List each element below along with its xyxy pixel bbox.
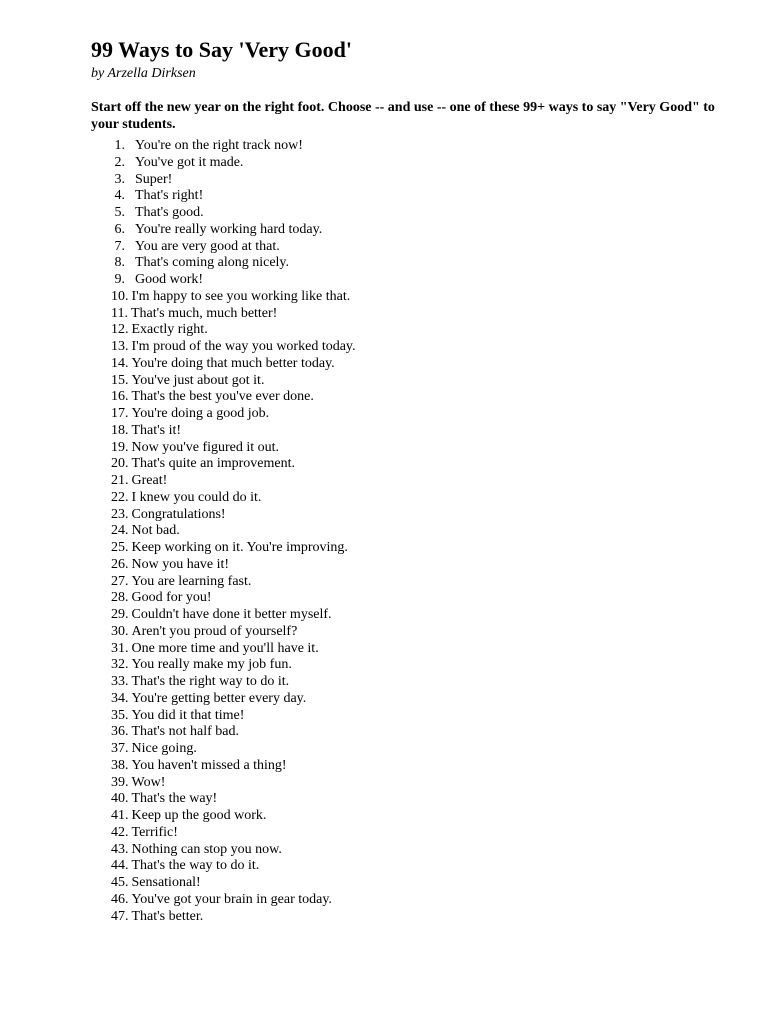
list-item (91, 607, 731, 624)
list-item-number: 23. (111, 506, 129, 522)
list-item-number: 7. (114, 238, 125, 254)
list-item-text: That's right! (135, 188, 204, 204)
list-item-number: 32. (111, 657, 129, 673)
list-item (91, 875, 731, 892)
list-item (91, 373, 731, 390)
list-item-text: Keep up the good work. (131, 808, 267, 823)
list-item-number: 45. (111, 875, 129, 890)
list-item (91, 507, 731, 524)
list-item-number: 31. (111, 640, 129, 656)
list-item-number: 4. (114, 188, 125, 204)
list-item (91, 222, 731, 239)
list-item (91, 624, 731, 641)
list-item-text: You're doing that much better today. (131, 355, 335, 371)
list-item (91, 473, 731, 490)
document-intro: Start off the new year on the right foot. Choose -- and use -- one of these 99+ ways to say "Very Good" to your students. (91, 100, 715, 132)
list-item-text: You've got it made. (135, 154, 244, 170)
list-item-number: 27. (111, 573, 129, 589)
list-item (91, 440, 731, 457)
list-item-number: 38. (111, 757, 129, 773)
list-item-number: 37. (111, 741, 129, 756)
list-item-number: 16. (111, 389, 129, 405)
list-item (91, 339, 731, 356)
document-byline: by Arzella Dirksen (91, 66, 196, 81)
list-item-text: Now you've figured it out. (131, 439, 280, 455)
list-item (91, 724, 731, 741)
list-item-text: You did it that time! (131, 707, 245, 723)
list-item-text: I knew you could do it. (131, 489, 262, 505)
list-item-number: 6. (114, 221, 125, 237)
list-item-number: 21. (111, 473, 129, 488)
list-item-number: 19. (111, 439, 129, 455)
list-item (91, 490, 731, 507)
list-item-number: 10. (111, 288, 129, 304)
list-item-number: 29. (111, 607, 129, 622)
list-item-text: I'm happy to see you working like that. (131, 288, 351, 304)
list-item-text: Exactly right. (131, 322, 208, 338)
list-item-text: Keep working on it. You're improving. (131, 540, 348, 555)
list-item-text: That's better. (131, 908, 204, 924)
list-item-text: Sensational! (131, 875, 201, 890)
list-item-number: 14. (111, 355, 129, 371)
list-item-text: Terrific! (131, 824, 178, 840)
list-item-number: 36. (111, 724, 129, 740)
list-item-text: Aren't you proud of yourself? (131, 623, 298, 639)
list-item (91, 423, 731, 440)
list-item-text: That's coming along nicely. (135, 255, 290, 271)
list-item-text: You're on the right track now! (135, 138, 303, 153)
list-item (91, 406, 731, 423)
list-item-number: 44. (111, 858, 129, 874)
list-item (91, 322, 731, 339)
list-item (91, 255, 731, 272)
list-item-number: 5. (114, 205, 125, 220)
list-item (91, 172, 731, 189)
list-item-text: I'm proud of the way you worked today. (131, 339, 356, 354)
list-item-number: 12. (111, 322, 129, 338)
list-item (91, 791, 731, 808)
list-item (91, 188, 731, 205)
list-item-number: 33. (111, 674, 129, 689)
list-item-text: You are learning fast. (131, 573, 252, 589)
list-item (91, 138, 731, 155)
list-item-text: That's not half bad. (131, 724, 239, 740)
list-item-number: 13. (111, 339, 129, 354)
list-item (91, 155, 731, 172)
list-item-number: 41. (111, 808, 129, 823)
list-item (91, 456, 731, 473)
list-item-number: 17. (111, 406, 129, 421)
list-item (91, 641, 731, 658)
list-item-text: You haven't missed a thing! (131, 757, 287, 773)
list-item-number: 18. (111, 422, 129, 438)
list-item (91, 389, 731, 406)
list-item-number: 20. (111, 456, 129, 472)
list-item (91, 205, 731, 222)
document-title: 99 Ways to Say 'Very Good' (91, 37, 352, 62)
list-item-number: 30. (111, 623, 129, 639)
list-item-number: 39. (111, 774, 129, 790)
list-item-text: Nothing can stop you now. (131, 841, 282, 857)
list-item-text: Good for you! (131, 590, 212, 606)
list-item-text: Wow! (131, 774, 166, 790)
list-item (91, 540, 731, 557)
list-item-number: 8. (114, 255, 125, 271)
list-item-text: Super! (135, 171, 173, 187)
list-item (91, 691, 731, 708)
list-item (91, 892, 731, 909)
list-item (91, 674, 731, 691)
list-item-number: 35. (111, 707, 129, 723)
list-item-text: Good work! (135, 272, 204, 287)
phrase-list (91, 138, 731, 925)
list-item (91, 708, 731, 725)
list-item (91, 858, 731, 875)
list-item-number: 1. (114, 138, 125, 153)
list-item-number: 47. (111, 908, 129, 924)
list-item (91, 289, 731, 306)
list-item (91, 758, 731, 775)
list-item-text: Great! (131, 473, 168, 488)
list-item (91, 557, 731, 574)
list-item-number: 42. (111, 824, 129, 840)
list-item-number: 25. (111, 540, 129, 555)
list-item-number: 22. (111, 489, 129, 505)
list-item-text: You really make my job fun. (131, 657, 292, 673)
list-item-text: Congratulations! (131, 506, 226, 522)
list-item-text: You're really working hard today. (135, 221, 323, 237)
list-item-number: 3. (114, 171, 125, 187)
document-page (91, 36, 731, 925)
list-item-text: That's the right way to do it. (131, 674, 290, 689)
list-item (91, 657, 731, 674)
list-item (91, 306, 731, 323)
list-item (91, 574, 731, 591)
list-item-number: 2. (114, 154, 125, 170)
list-item (91, 239, 731, 256)
list-item-text: That's it! (131, 422, 182, 438)
list-item-text: Now you have it! (131, 556, 230, 572)
list-item-text: Nice going. (131, 741, 197, 756)
list-item-text: Not bad. (131, 523, 180, 539)
list-item-number: 28. (111, 590, 129, 606)
list-item-text: You are very good at that. (135, 238, 280, 254)
list-item-number: 40. (111, 791, 129, 807)
list-item (91, 356, 731, 373)
list-item-text: You're getting better every day. (131, 690, 307, 706)
list-item-text: You've just about got it. (131, 372, 265, 388)
list-item (91, 741, 731, 758)
list-item-number: 24. (111, 523, 129, 539)
list-item-text: That's much, much better! (130, 305, 278, 321)
list-item-number: 9. (114, 272, 125, 287)
list-item-number: 15. (111, 372, 129, 388)
list-item-number: 46. (111, 891, 129, 907)
list-item-text: That's the best you've ever done. (131, 389, 314, 405)
list-item-text: That's the way! (131, 791, 218, 807)
list-item (91, 272, 731, 289)
list-item-text: You've got your brain in gear today. (131, 891, 332, 907)
list-item (91, 775, 731, 792)
list-item-text: That's quite an improvement. (131, 456, 295, 472)
list-item (91, 842, 731, 859)
list-item (91, 590, 731, 607)
list-item-text: That's good. (135, 205, 204, 220)
list-item (91, 523, 731, 540)
list-item-number: 11. (111, 305, 128, 321)
list-item-text: That's the way to do it. (131, 858, 260, 874)
list-item (91, 808, 731, 825)
list-item (91, 825, 731, 842)
list-item-text: Couldn't have done it better myself. (131, 607, 332, 622)
list-item-text: You're doing a good job. (131, 406, 270, 421)
list-item-number: 26. (111, 556, 129, 572)
list-item (91, 909, 731, 926)
list-item-number: 43. (111, 841, 129, 857)
list-item-text: One more time and you'll have it. (131, 640, 319, 656)
list-item-number: 34. (111, 690, 129, 706)
